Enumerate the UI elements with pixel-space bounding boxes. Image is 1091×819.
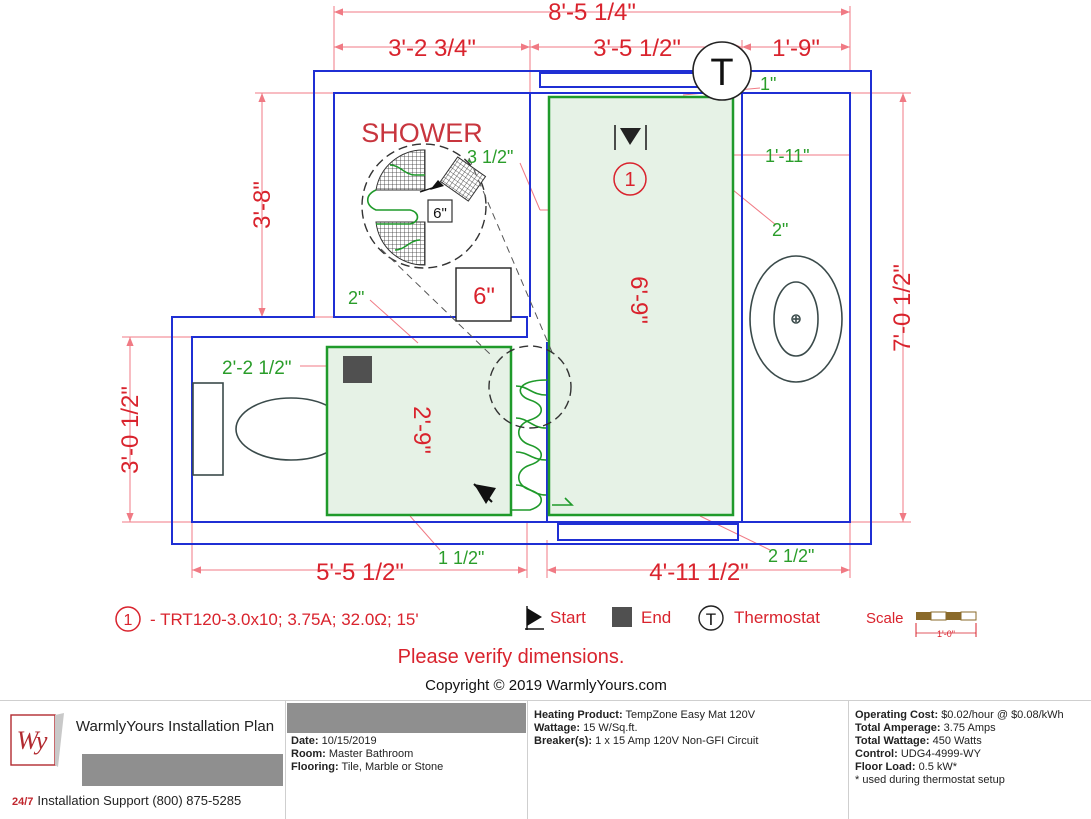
clear-left-gap: 2" — [348, 288, 365, 308]
operation-column — [849, 701, 1091, 819]
clear-side: 1'-11" — [765, 146, 810, 166]
clear-bottom-small: 1 1/2" — [438, 548, 485, 568]
title-block — [0, 700, 1091, 819]
heating-line: Heating Product: TempZone Easy Mat 120V — [534, 709, 756, 721]
total-wattage-line: Total Wattage: 450 Watts — [855, 735, 982, 747]
plan-title: WarmlyYours Installation Plan — [75, 718, 275, 735]
wattage-line: Wattage: 15 W/Sq.ft. — [534, 722, 638, 734]
shower-box-label: 6" — [433, 205, 447, 222]
setup-note: * used during thermostat setup — [855, 774, 1005, 786]
dim-left-depth: 3'-0 1/2" — [117, 386, 144, 474]
scale-unit: 1'-0" — [937, 629, 955, 639]
cable-serpentine — [512, 380, 547, 510]
flooring-line: Flooring: Tile, Marble or Stone — [291, 761, 444, 773]
clear-right-edge: 2" — [772, 220, 789, 240]
dim-bottom-right: 4'-11 1/2" — [649, 559, 749, 586]
clear-shower-gap: 3 1/2" — [467, 147, 514, 167]
clear-bottom-large: 2 1/2" — [768, 546, 815, 566]
mat-number: 1 — [624, 169, 636, 191]
redacted-block — [82, 754, 283, 786]
legend-thermostat-label: Thermostat — [734, 608, 820, 627]
dim-overall-width: 8'-5 1/4" — [548, 0, 636, 26]
thermostat-symbol: T — [710, 52, 734, 94]
legend-start-label: Start — [550, 608, 586, 627]
scale-bar — [916, 612, 976, 639]
dimension-lines — [122, 6, 911, 578]
product-column — [528, 701, 849, 819]
breaker-line: Breaker(s): 1 x 15 Amp 120V Non-GFI Circuit — [534, 735, 759, 747]
legend-end-icon — [612, 607, 632, 627]
dim-right-width: 1'-9" — [772, 35, 820, 62]
detail-box-label: 6" — [473, 283, 495, 310]
copyright: Copyright © 2019 WarmlyYours.com — [425, 677, 667, 694]
redacted-block-2 — [287, 703, 526, 733]
dim-bottom-left: 5'-5 1/2" — [316, 559, 404, 586]
dim-shower-width: 3'-2 3/4" — [388, 35, 476, 62]
control-line: Control: UDG4-4999-WY — [855, 748, 981, 760]
support-line — [12, 793, 241, 808]
room-line: Room: Master Bathroom — [291, 748, 414, 760]
floor-load-line: Floor Load: 0.5 kW* — [855, 761, 958, 773]
shower-label: SHOWER — [361, 118, 483, 148]
legend-thermostat-symbol: T — [705, 610, 717, 629]
dim-mat-large: 6'-9" — [625, 276, 652, 324]
amperage-line: Total Amperage: 3.75 Amps — [855, 722, 996, 734]
support-badge: 24/7 — [12, 796, 34, 808]
legend-start-icon — [527, 608, 542, 626]
dim-overall-depth: 7'-0 1/2" — [889, 264, 916, 352]
dim-middle-width: 3'-5 1/2" — [593, 35, 681, 62]
dim-toilet-offset: 2'-2 1/2" — [222, 358, 292, 379]
toilet-tank — [193, 383, 223, 475]
date-line: Date: 10/15/2019 — [291, 735, 377, 747]
legend-end-label: End — [641, 608, 672, 627]
legend-scale-label: Scale — [866, 610, 904, 627]
svg-text:Wy: Wy — [16, 726, 48, 755]
legend — [116, 606, 976, 694]
legend-cable-spec: - TRT120-3.0x10; 3.75A; 32.0Ω; 15' — [150, 610, 419, 629]
dim-shower-depth: 3'-8" — [249, 181, 276, 229]
brand-column — [0, 701, 286, 819]
walls — [172, 71, 871, 544]
legend-cable-number: 1 — [123, 612, 133, 629]
job-column — [286, 701, 528, 819]
warmlyyours-logo-icon — [10, 711, 66, 769]
cost-line: Operating Cost: $0.02/hour @ $0.08/kWh — [855, 709, 1064, 721]
verify-note: Please verify dimensions. — [397, 646, 625, 668]
support-text: Installation Support (800) 875-5285 — [37, 793, 242, 808]
clear-top-right: 1" — [760, 74, 777, 94]
dim-mat-small: 2'-9" — [408, 406, 435, 454]
end-marker-icon — [343, 356, 372, 383]
dimension-labels — [117, 0, 916, 586]
